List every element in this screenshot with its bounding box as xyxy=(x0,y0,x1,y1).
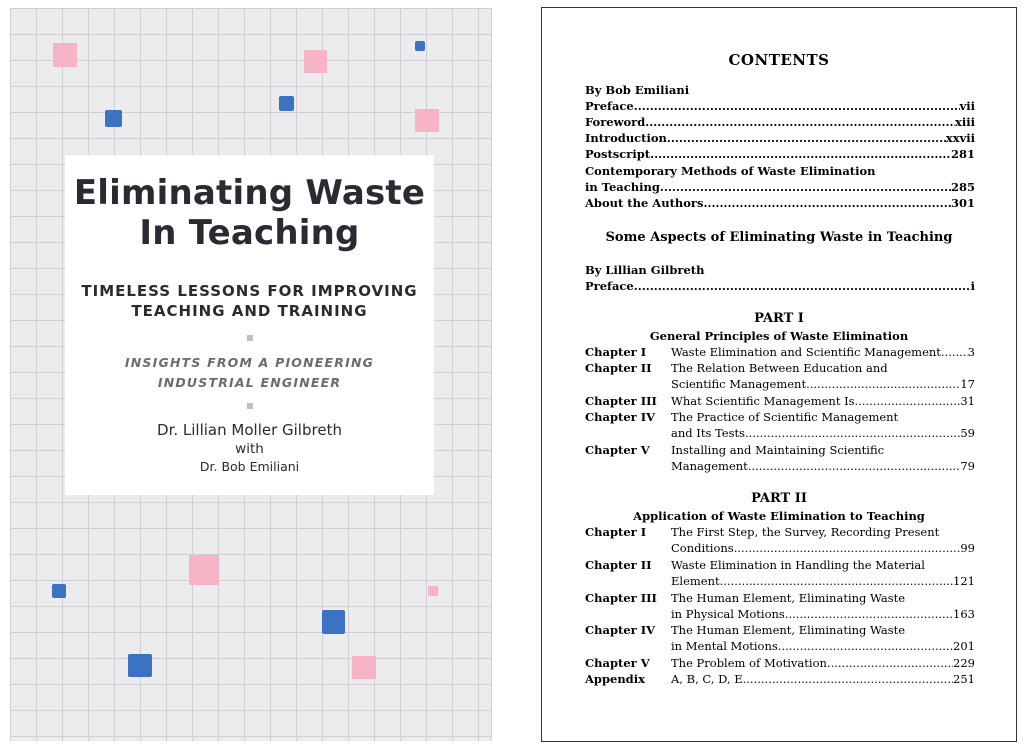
cover-title: Eliminating Waste In Teaching xyxy=(73,173,426,253)
chapter-title: and Its Tests ..... 59 xyxy=(671,425,975,441)
chapter-title: The Problem of Motivation ..... 229 xyxy=(671,655,975,671)
contents-heading: CONTENTS xyxy=(728,51,830,69)
gilbreth-header: By Lillian Gilbreth xyxy=(585,263,705,277)
toc-entry: Foreword ..... xiii xyxy=(585,114,975,130)
toc-entry: in Teaching ..... 285 xyxy=(585,179,975,195)
chapter-title: The Practice of Scientific Management xyxy=(671,410,899,424)
chapter-label: Chapter IV xyxy=(585,410,655,424)
chapter-title: Scientific Management ..... 17 xyxy=(671,376,975,392)
toc-entry: Contemporary Methods of Waste Elimination xyxy=(585,164,876,178)
part-title: General Principles of Waste Elimination xyxy=(649,329,909,343)
emiliani-header: By Bob Emiliani xyxy=(585,83,690,97)
blue-square xyxy=(322,610,345,634)
pink-square xyxy=(415,109,439,132)
divider-dot xyxy=(247,335,253,341)
blue-square xyxy=(128,654,152,677)
divider-dot xyxy=(247,403,253,409)
chapter-title: The First Step, the Survey, Recording Present xyxy=(671,525,940,539)
chapter-label: Chapter III xyxy=(585,394,657,408)
chapter-title: in Mental Motions ..... 201 xyxy=(671,638,975,654)
blue-square xyxy=(105,110,122,127)
contents-page xyxy=(541,7,1017,742)
chapter-label: Chapter I xyxy=(585,345,647,359)
appendix-label: Appendix xyxy=(585,672,645,686)
toc-entry: Preface ..... vii xyxy=(585,98,975,114)
chapter-title: Element ..... 121 xyxy=(671,573,975,589)
toc-entry: About the Authors ..... 301 xyxy=(585,195,975,211)
cover-subtitle: TIMELESS LESSONS FOR IMPROVING TEACHING AND TRAINING xyxy=(81,282,418,320)
pink-square xyxy=(304,50,327,73)
pink-square xyxy=(53,43,77,67)
chapter-label: Chapter I xyxy=(585,525,647,539)
chapter-label: Chapter II xyxy=(585,361,652,375)
pink-square xyxy=(352,656,376,679)
chapter-title: Waste Elimination and Scientific Management ..... 3 xyxy=(671,344,975,360)
chapter-title: in Physical Motions ..... 163 xyxy=(671,606,975,622)
cover-title-panel xyxy=(65,155,434,495)
toc-entry: Introduction ..... xxvii xyxy=(585,130,975,146)
cover-with: with xyxy=(235,441,264,457)
cover-insight: INSIGHTS FROM A PIONEERING INDUSTRIAL ENGINEER xyxy=(124,355,375,390)
chapter-title: The Relation Between Education and xyxy=(671,361,888,375)
chapter-title: Waste Elimination in Handling the Material xyxy=(671,558,925,572)
chapter-title: The Human Element, Eliminating Waste xyxy=(671,591,906,605)
cover-coauthor: Dr. Bob Emiliani xyxy=(199,459,300,474)
chapter-title: Management ..... 79 xyxy=(671,458,975,474)
chapter-title: What Scientific Management Is ..... 31 xyxy=(671,393,975,409)
part-label: PART I xyxy=(754,311,804,326)
pink-square xyxy=(189,555,219,585)
chapter-label: Chapter V xyxy=(585,443,650,457)
toc-entry: Postscript ..... 281 xyxy=(585,146,975,162)
chapter-title: Conditions ..... 99 xyxy=(671,540,975,556)
blue-square xyxy=(415,41,425,51)
cover-author: Dr. Lillian Moller Gilbreth xyxy=(157,421,342,439)
chapter-label: Chapter III xyxy=(585,591,657,605)
chapter-label: Chapter V xyxy=(585,656,650,670)
pink-square xyxy=(428,586,438,596)
chapter-label: Chapter II xyxy=(585,558,652,572)
book-cover xyxy=(10,8,492,741)
blue-square xyxy=(52,584,66,598)
appendix-title: A, B, C, D, E ..... 251 xyxy=(671,671,975,687)
book-title: Some Aspects of Eliminating Waste in Teaching xyxy=(605,230,953,245)
part-title: Application of Waste Elimination to Teaching xyxy=(633,509,925,523)
chapter-title: Installing and Maintaining Scientific xyxy=(671,443,885,457)
chapter-label: Chapter IV xyxy=(585,623,655,637)
toc-entry: Preface ..... i xyxy=(585,278,975,294)
part-label: PART II xyxy=(751,491,807,506)
blue-square xyxy=(279,96,294,111)
chapter-title: The Human Element, Eliminating Waste xyxy=(671,623,906,637)
